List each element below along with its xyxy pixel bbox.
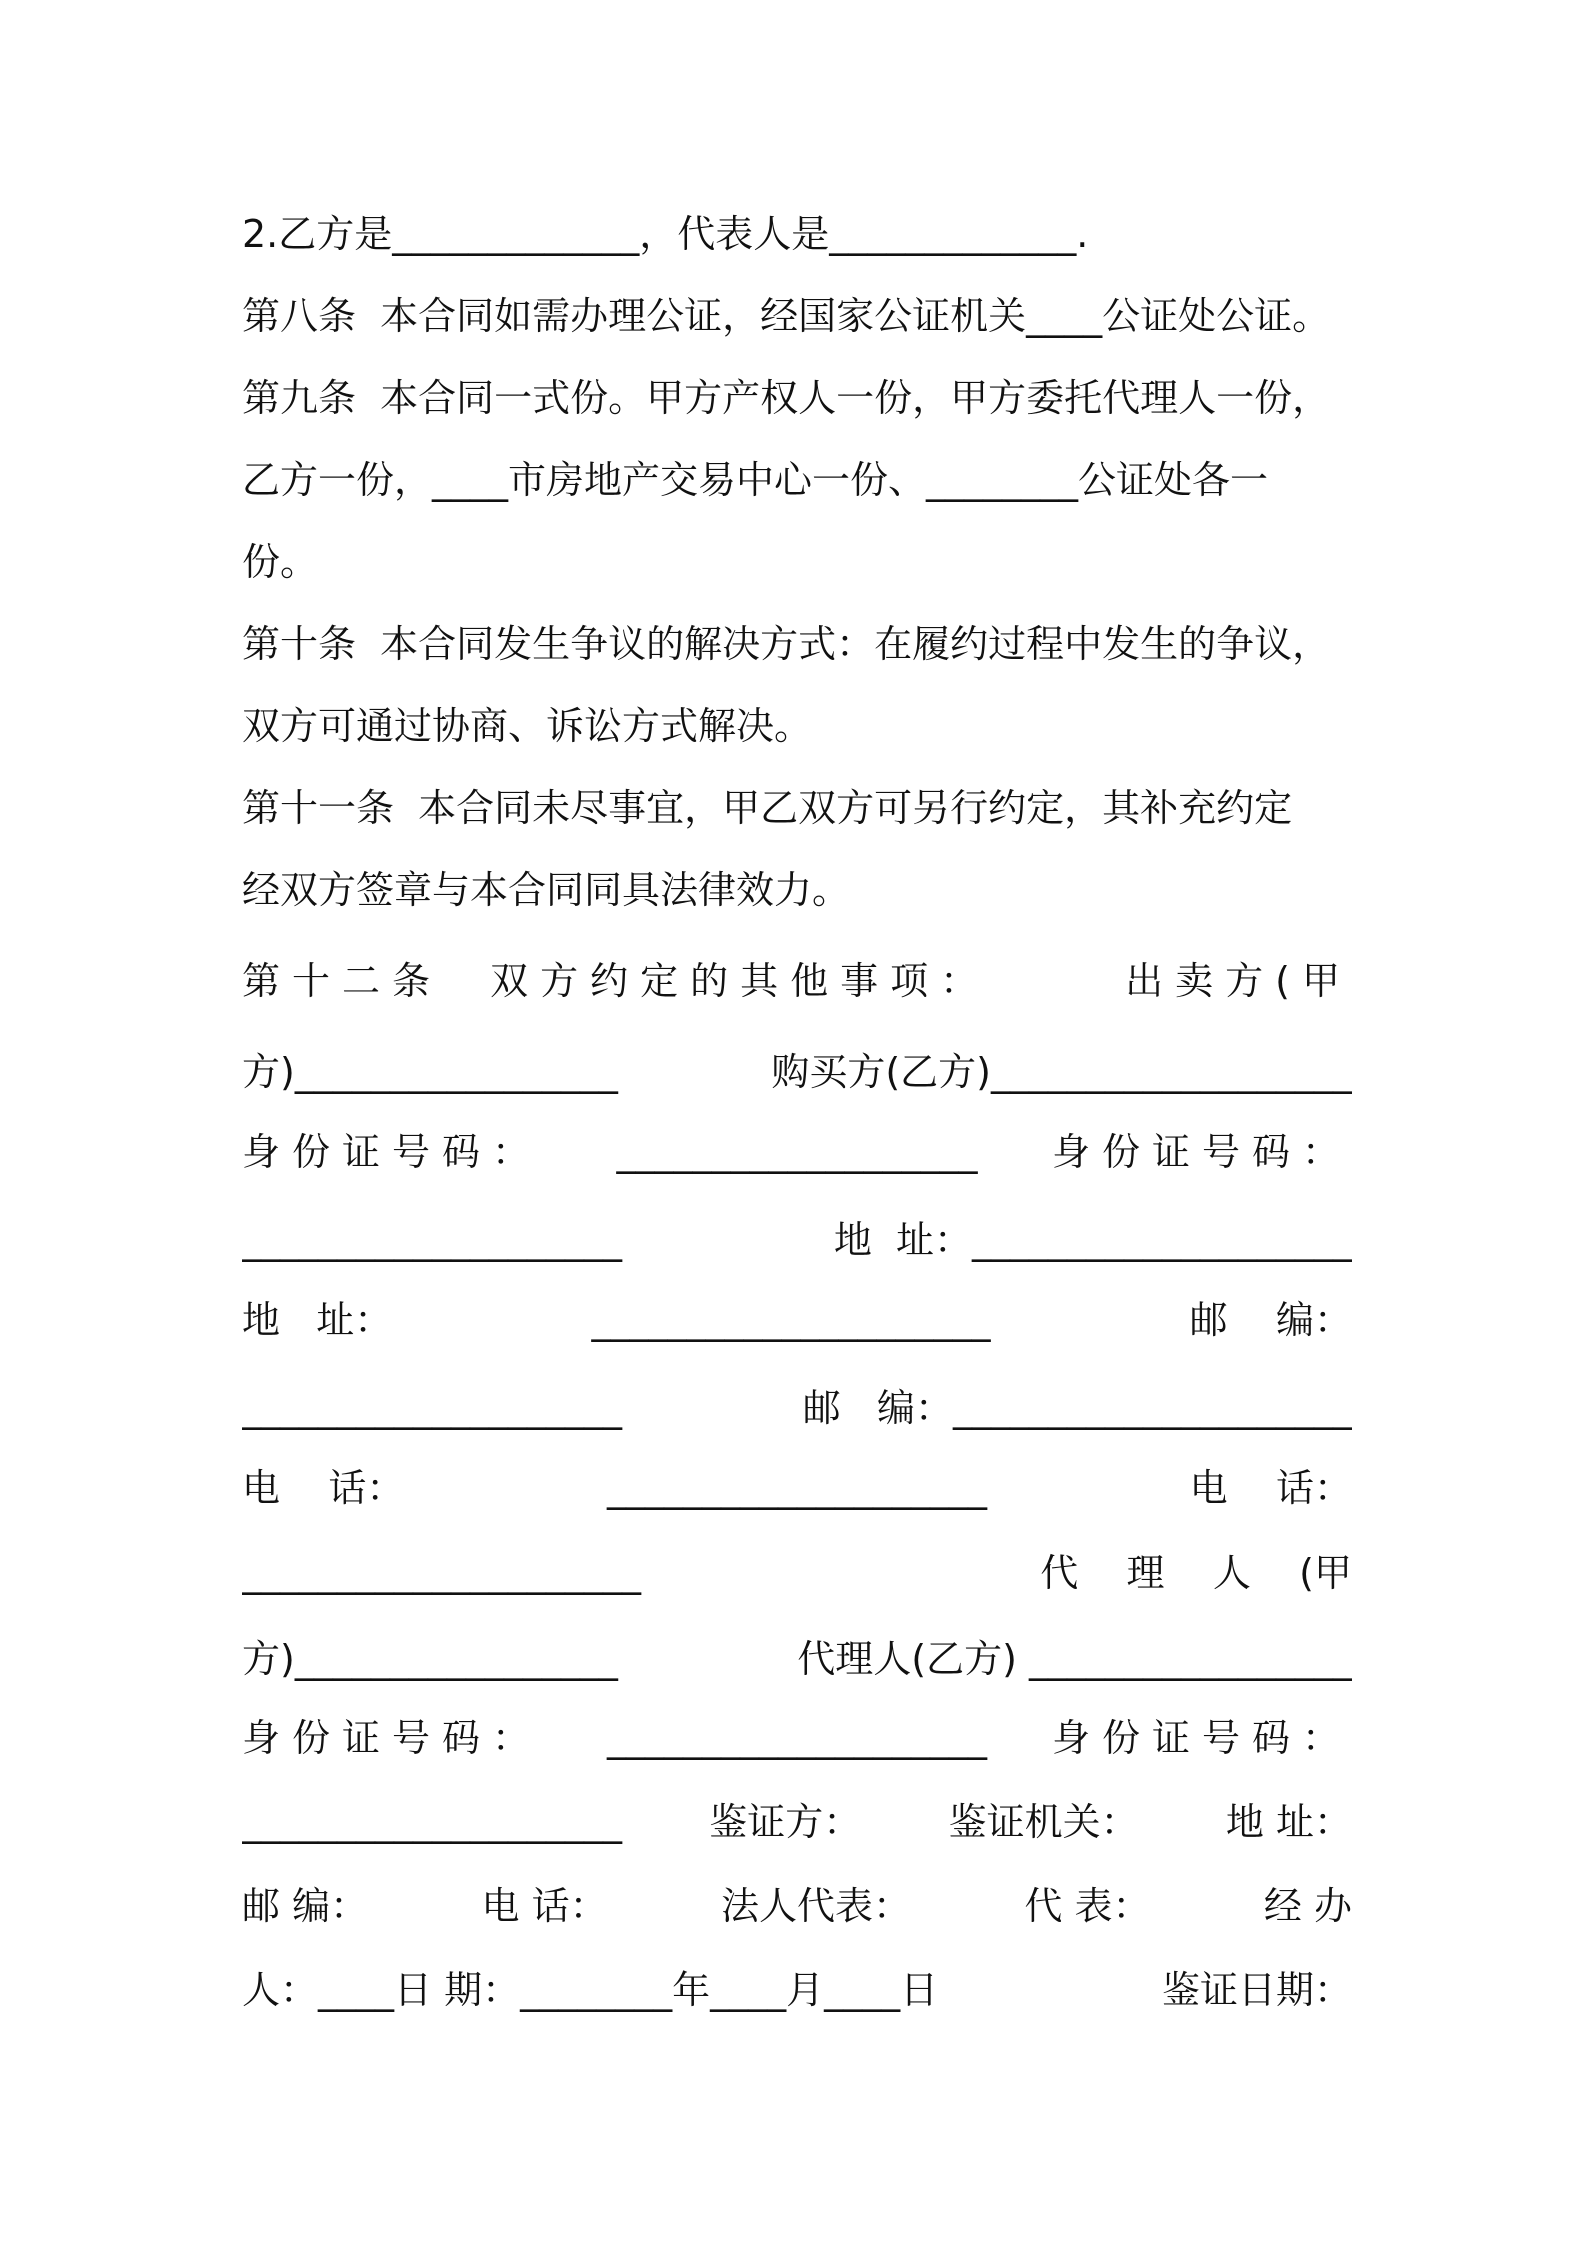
buyer-address: 地 址：____________________ bbox=[833, 1218, 1352, 1262]
legal-rep-label: 法人代表： bbox=[720, 1884, 911, 1928]
address-row-2 bbox=[242, 1293, 1352, 1347]
seller-label: 出卖方(甲 bbox=[1125, 959, 1352, 1003]
seller-postcode-label: 邮 编： bbox=[1189, 1298, 1352, 1342]
buyer-agent-id-label: 身份证号码： bbox=[1051, 1716, 1352, 1760]
agent-row-1 bbox=[242, 1546, 1352, 1600]
buyer-phone-blank: _____________________ bbox=[242, 1551, 641, 1595]
seller-agent-id-label: 身份证号码： bbox=[242, 1716, 543, 1760]
seller-phone-label: 电 话： bbox=[242, 1466, 405, 1510]
representative-label: 代 表： bbox=[1024, 1884, 1151, 1928]
seller-agent-id-blank: ____________________ bbox=[607, 1716, 987, 1760]
address-row-1 bbox=[242, 1213, 1352, 1267]
seller-postcode-blank: ____________________ bbox=[242, 1386, 622, 1430]
clause-twelve-label: 第十二条 双方约定的其他事项： bbox=[242, 959, 991, 1003]
buyer-agent-id-blank: ____________________ bbox=[242, 1800, 622, 1844]
seller-phone-blank: ____________________ bbox=[607, 1466, 987, 1510]
agent-row-2 bbox=[242, 1632, 1352, 1686]
seller-address-label: 地 址： bbox=[242, 1298, 393, 1342]
verifier-authority-label: 鉴证机关： bbox=[948, 1800, 1139, 1844]
clause-nine-end: 份。 bbox=[242, 540, 319, 584]
verifier-row bbox=[242, 1795, 1352, 1849]
seller-id-label: 身份证号码： bbox=[242, 1130, 543, 1174]
seller-blank: 方)_________________ bbox=[242, 1050, 618, 1094]
handler-date-line: 人：____日 期：________年____月____日 bbox=[242, 1968, 939, 2012]
buyer-agent: 代理人(乙方) _________________ bbox=[797, 1637, 1352, 1681]
id-row-2 bbox=[242, 1711, 1352, 1765]
id-row-1 bbox=[242, 1125, 1352, 1179]
clause-eleven: 第十一条 本合同未尽事宜，甲乙双方可另行约定，其补充约定 bbox=[242, 786, 1293, 830]
verification-date-label: 鉴证日期： bbox=[1161, 1968, 1352, 2012]
seller-agent-blank: 方)_________________ bbox=[242, 1637, 618, 1681]
clause-ten: 第十条 本合同发生争议的解决方式：在履约过程中发生的争议， bbox=[242, 622, 1331, 666]
date-row bbox=[242, 1963, 1352, 2017]
verifier-address-label: 地 址： bbox=[1225, 1800, 1352, 1844]
clause-nine: 第九条 本合同一式份。甲方产权人一份，甲方委托代理人一份， bbox=[242, 376, 1331, 420]
verifier-phone-label: 电 话： bbox=[481, 1884, 608, 1928]
clause-line: 2.乙方是_____________，代表人是_____________. bbox=[242, 212, 1089, 256]
clause-twelve-row bbox=[242, 954, 1352, 1008]
clause-nine-cont: 乙方一份，____市房地产交易中心一份、________公证处各一 bbox=[242, 458, 1269, 502]
clause-ten-cont: 双方可通过协商、诉讼方式解决。 bbox=[242, 704, 813, 748]
clause-eight: 第八条 本合同如需办理公证，经国家公证机关____公证处公证。 bbox=[242, 294, 1331, 338]
buyer-label: 购买方(乙方)___________________ bbox=[771, 1050, 1352, 1094]
clause-eleven-cont: 经双方签章与本合同同具法律效力。 bbox=[242, 868, 851, 912]
buyer-id-blank: ____________________ bbox=[242, 1218, 622, 1262]
verifier-postcode-label: 邮 编： bbox=[242, 1884, 369, 1928]
seller-id-blank: ___________________ bbox=[616, 1130, 978, 1174]
seller-agent-label: 代 理 人 (甲 bbox=[1040, 1551, 1352, 1595]
handler-label: 经 办 bbox=[1263, 1884, 1352, 1928]
buyer-phone-label: 电 话： bbox=[1189, 1466, 1352, 1510]
postcode-row bbox=[242, 1381, 1352, 1435]
verifier-detail-row bbox=[242, 1879, 1352, 1933]
buyer-postcode: 邮 编：_____________________ bbox=[802, 1386, 1352, 1430]
phone-row bbox=[242, 1461, 1352, 1515]
seller-address-blank: _____________________ bbox=[591, 1298, 991, 1342]
party-row bbox=[242, 1045, 1352, 1099]
buyer-id-label: 身份证号码： bbox=[1051, 1130, 1352, 1174]
verifier-label: 鉴证方： bbox=[709, 1800, 862, 1844]
